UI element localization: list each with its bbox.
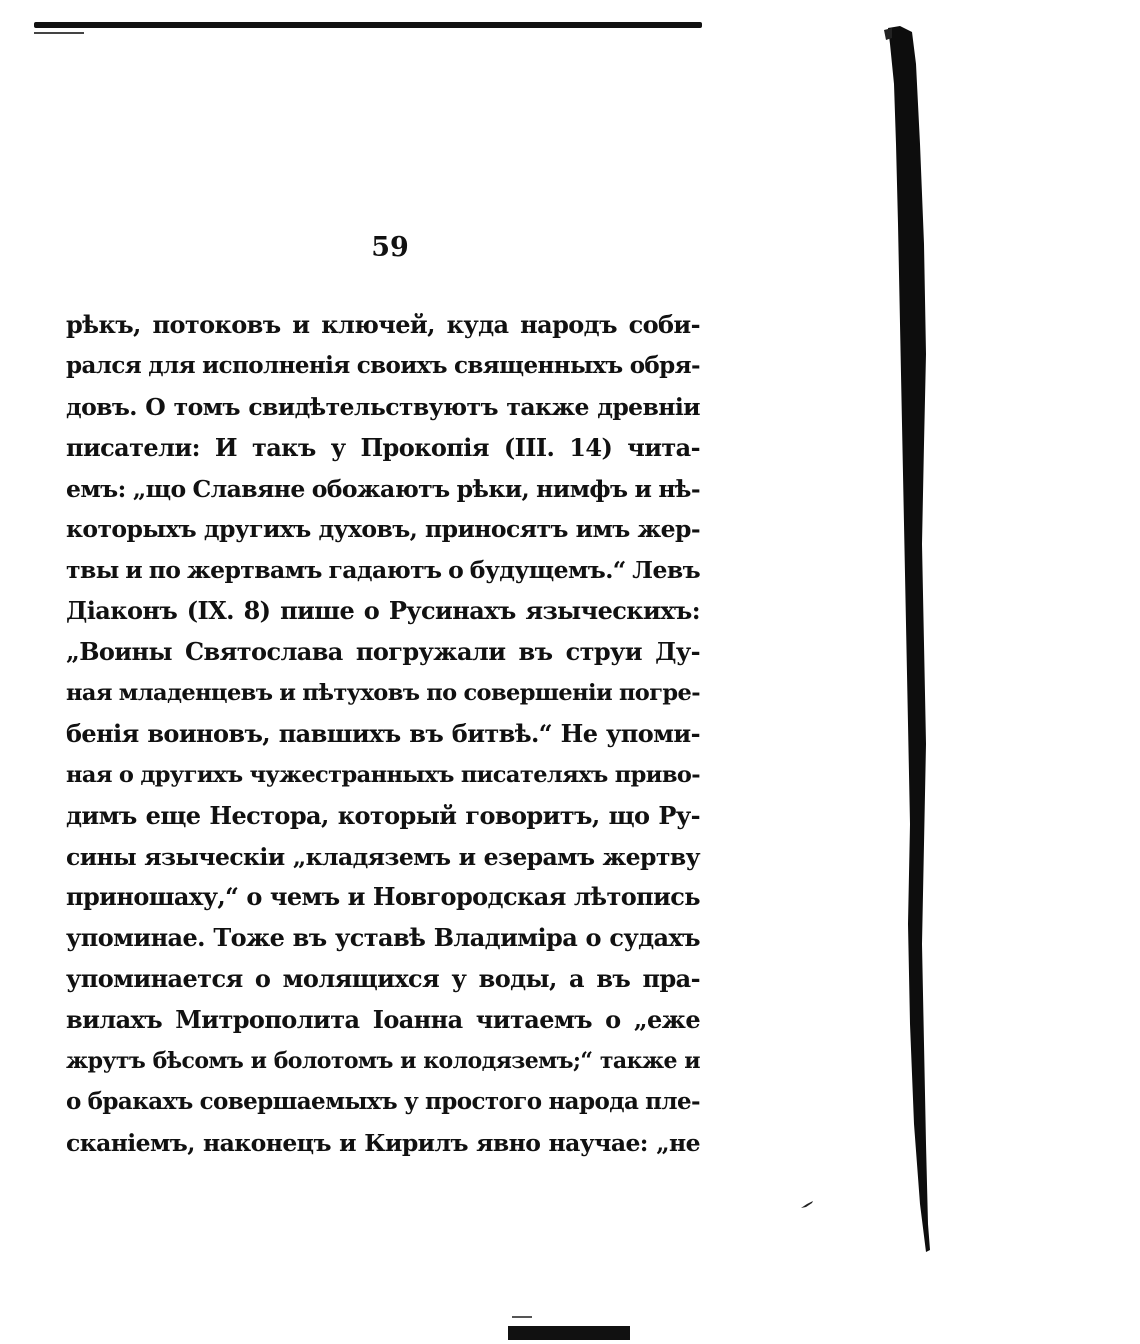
body-text bbox=[66, 305, 700, 1164]
text-line: бенія воиновъ, павшихъ въ битвѣ.“ Не упоми- bbox=[66, 718, 700, 748]
ink-speck bbox=[800, 1200, 814, 1210]
text-line: вилахъ Митрополита Іоанна читаемъ о „еже bbox=[66, 1005, 700, 1035]
text-line: упоминается о молящихся у воды, а въ пра- bbox=[66, 964, 700, 994]
top-rule-fragment bbox=[34, 32, 84, 34]
bottom-mark-fragment bbox=[512, 1316, 532, 1318]
text-line: упоминае. Тоже въ уставѣ Владиміра о судахъ bbox=[66, 923, 700, 953]
text-line: твы и по жертвамъ гадаютъ о будущемъ.“ Левъ bbox=[66, 556, 700, 585]
text-line: которыхъ другихъ духовъ, приносятъ имъ жер- bbox=[66, 515, 700, 544]
text-line: рался для исполненія своихъ священныхъ обря- bbox=[66, 351, 700, 379]
text-line: довъ. О томъ свидѣтельствуютъ также древніи bbox=[66, 392, 700, 421]
top-rule bbox=[34, 22, 702, 28]
text-line: Діаконъ (IX. 8) пише о Русинахъ языческихъ: bbox=[66, 596, 700, 626]
text-line: писатели: И такъ у Прокопія (III. 14) чита- bbox=[66, 432, 700, 462]
text-line: рѣкъ, потоковъ и ключей, куда народъ соби- bbox=[66, 310, 700, 339]
text-line: „Воины Святослава погружали въ струи Ду- bbox=[66, 637, 700, 667]
text-line: ная о другихъ чужестранныхъ писателяхъ приво- bbox=[66, 761, 700, 788]
text-line: приношаху,“ о чемъ и Новгородская лѣтопись bbox=[66, 882, 700, 912]
text-line: димъ еще Нестора, который говоритъ, що Ру- bbox=[66, 800, 700, 830]
text-line: сканіемъ, наконецъ и Кирилъ явно научае: „не bbox=[66, 1128, 700, 1157]
text-line: ная младенцевъ и пѣтуховъ по совершеніи погре- bbox=[66, 680, 700, 707]
text-line: сины языческіи „кладяземъ и езерамъ жертву bbox=[66, 842, 700, 871]
text-line: жрутъ бѣсомъ и болотомъ и колодяземъ;“ также и bbox=[66, 1048, 700, 1075]
text-line: о бракахъ совершаемыхъ у простого народа пле- bbox=[66, 1087, 700, 1115]
bottom-mark bbox=[508, 1326, 630, 1340]
binding-shadow bbox=[880, 24, 950, 1254]
text-line: емъ: „що Славяне обожаютъ рѣки, нимфъ и нѣ- bbox=[66, 474, 700, 503]
page-number: 59 bbox=[371, 232, 409, 263]
